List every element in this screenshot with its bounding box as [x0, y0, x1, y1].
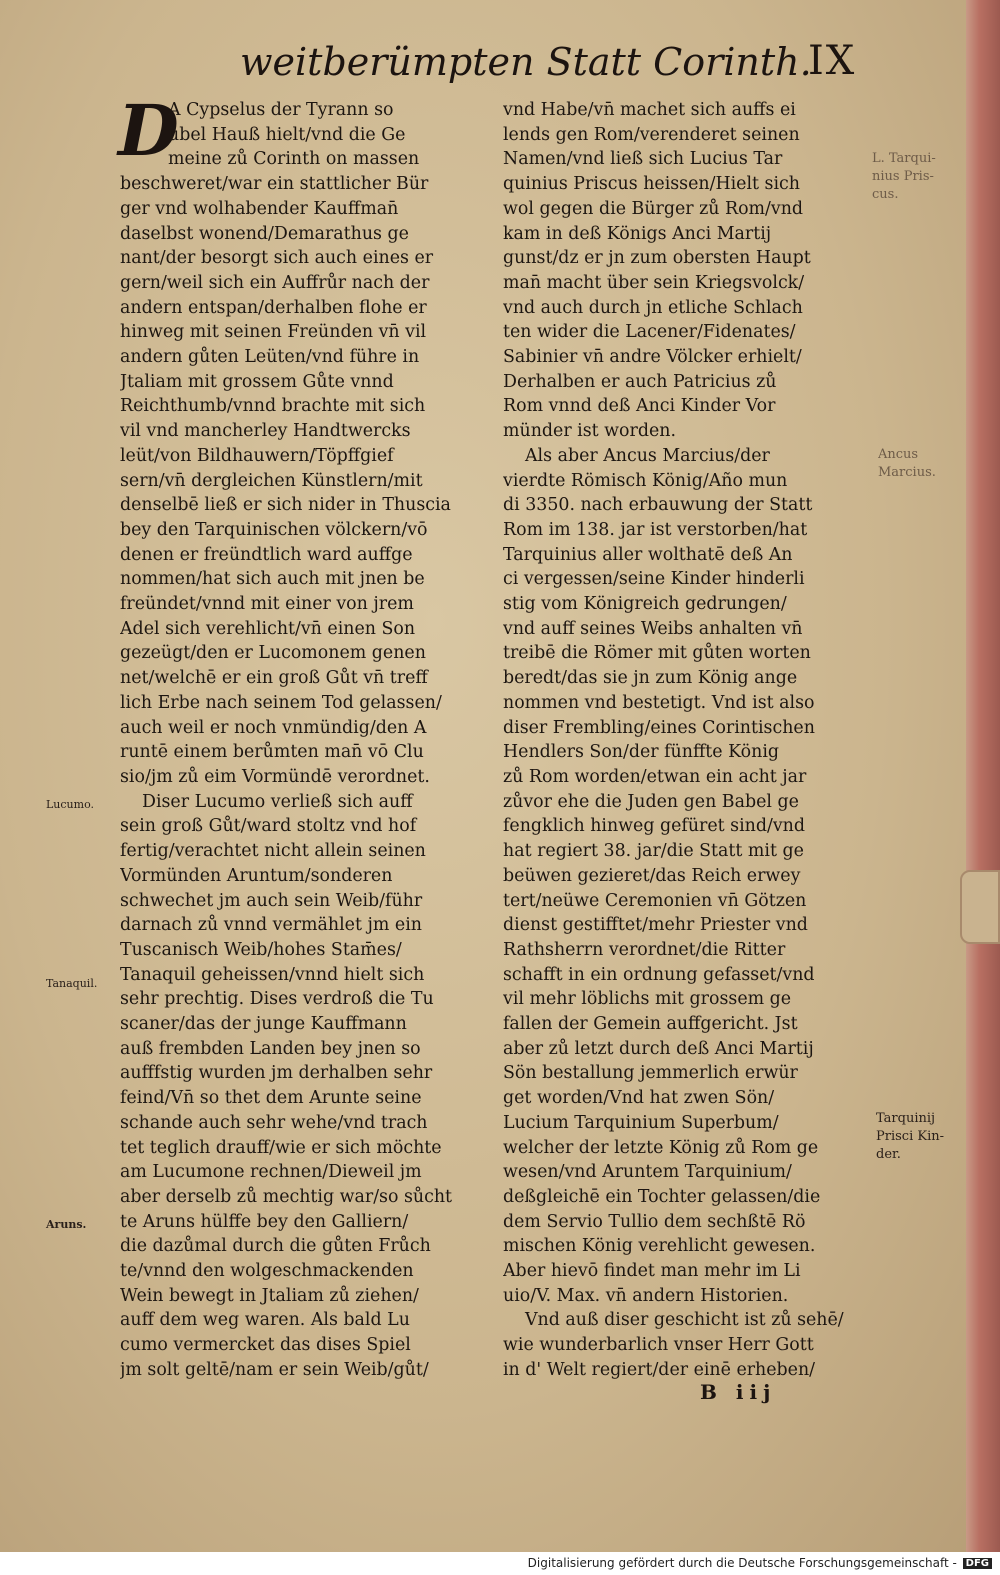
text-line: Diser Lucumo verließ sich auff [142, 791, 413, 812]
text-line: tet teglich drauff/wie er sich möchte [120, 1137, 442, 1158]
text-line: wesen/vnd Aruntem Tarquinium/ [503, 1162, 792, 1183]
text-line: Aber hievō findet man mehr im Li [503, 1261, 801, 1282]
margin-note-line: nius Pris- [872, 169, 934, 184]
text-line: aber derselb zů mechtig war/so sůcht [120, 1186, 453, 1207]
text-line: man̄ macht über sein Kriegsvolck/ [503, 272, 805, 293]
text-line: Tarquinius aller wolthatē deß An [503, 544, 793, 565]
text-line: schwechet jm auch sein Weib/führ [120, 890, 423, 911]
text-line: die dazůmal durch die gůten Frůch [120, 1236, 431, 1257]
text-line: net/welchē er ein groß Gůt vn̄ treff [120, 668, 428, 689]
text-line: mischen König verehlicht gewesen. [503, 1236, 816, 1257]
text-line: diser Frembling/eines Corintischen [503, 717, 815, 738]
margin-note-lucumo: Lucumo. [46, 798, 94, 811]
text-line: zůvor ehe die Juden gen Babel ge [503, 791, 799, 812]
text-line: aufffstig wurden jm derhalben sehr [120, 1063, 433, 1084]
text-line: wol gegen die Bürger zů Rom/vnd [503, 198, 804, 219]
text-line: stig vom Königreich gedrungen/ [503, 594, 787, 615]
footer-credit [528, 1556, 992, 1570]
text-line: welcher der letzte König zů Rom ge [503, 1137, 819, 1158]
dfg-logo: DFG [963, 1558, 992, 1569]
text-line: ten wider die Lacener/Fidenates/ [503, 322, 796, 343]
text-line: lends gen Rom/verenderet seinen [503, 124, 800, 145]
folio-number: IX [808, 38, 857, 84]
margin-note-ancus-marcius [878, 446, 936, 482]
margin-note-tanaquil: Tanaquil. [46, 977, 98, 990]
margin-note-line: Tarquinij [876, 1111, 936, 1126]
text-line: ci vergessen/seine Kinder hinderli [503, 569, 805, 590]
text-line: fengklich hinweg gefüret sind/vnd [503, 816, 806, 837]
text-line: lich Erbe nach seinem Tod gelassen/ [120, 692, 442, 713]
text-line: Lucium Tarquinium Superbum/ [503, 1112, 779, 1133]
margin-note-line: Prisci Kin- [876, 1129, 944, 1144]
text-line: zů Rom worden/etwan ein acht jar [503, 766, 807, 787]
text-line: dem Servio Tullio dem sechßtē Rö [503, 1211, 806, 1232]
page-tab [960, 870, 1000, 944]
text-line: Als aber Ancus Marcius/der [525, 445, 770, 466]
text-line: Hendlers Son/der fünffte König [503, 742, 780, 763]
drop-cap-initial: D [118, 89, 179, 172]
text-line: uio/V. Max. vn̄ andern Historien. [503, 1285, 789, 1306]
margin-note-line: L. Tarqui- [872, 151, 936, 166]
text-line: Jtaliam mit grossem Gůte vnnd [120, 371, 394, 392]
text-line: beschweret/war ein stattlicher Bür [120, 174, 429, 195]
text-line: meine zů Corinth on massen [168, 149, 420, 170]
text-line: nommen/hat sich auch mit jnen be [120, 569, 425, 590]
text-line: kam in deß Königs Anci Martij [503, 223, 772, 244]
text-line: fallen der Gemein auffgericht. Jst [503, 1014, 798, 1035]
text-line: Rathsherrn verordnet/die Ritter [503, 939, 786, 960]
text-line: vnd auch durch jn etliche Schlach [503, 297, 803, 318]
margin-note-line: Marcius. [878, 465, 936, 480]
text-line: denselbē ließ er sich nider in Thuscia [120, 495, 451, 516]
text-line: sehr prechtig. Dises verdroß die Tu [120, 989, 434, 1010]
text-line: übel Hauß hielt/vnd die Ge [168, 124, 406, 145]
running-title: weitberümpten Statt Corinth. [240, 40, 812, 84]
text-line: Namen/vnd ließ sich Lucius Tar [503, 149, 783, 170]
text-line: treibē die Römer mit gůten worten [503, 643, 811, 664]
text-line: nommen vnd bestetigt. Vnd ist also [503, 692, 815, 713]
text-line: quinius Priscus heissen/Hielt sich [503, 174, 800, 195]
text-line: vnd auff seines Weibs anhalten vn̄ [503, 618, 803, 639]
text-line: Rom im 138. jar ist verstorben/hat [503, 519, 808, 540]
text-line: jm solt geltē/nam er sein Weib/gůt/ [120, 1359, 429, 1380]
text-line: denen er freündtlich ward auffge [120, 544, 413, 565]
text-line: hinweg mit seinen Freünden vn̄ vil [120, 322, 427, 343]
text-line: Reichthumb/vnnd brachte mit sich [120, 396, 426, 417]
text-line: Adel sich verehlicht/vn̄ einen Son [120, 618, 416, 639]
text-line: nant/der besorgt sich auch eines er [120, 248, 434, 269]
text-line: darnach zů vnnd vermählet jm ein [120, 915, 422, 936]
text-line: Rom vnnd deß Anci Kinder Vor [503, 396, 776, 417]
text-line: Sön bestallung jemmerlich erwür [503, 1063, 798, 1084]
text-line: dienst gestifftet/mehr Priester vnd [503, 915, 808, 936]
text-line: get worden/Vnd hat zwen Sön/ [503, 1088, 775, 1109]
text-line: Vnd auß diser geschicht ist zů sehē/ [525, 1310, 844, 1331]
text-line: runtē einem berůmten man̄ vō Clu [120, 742, 424, 763]
text-line: di 3350. nach erbauwung der Statt [503, 495, 813, 516]
footer-credit-text: Digitalisierung gefördert durch die Deutsche Forschungsgemeinschaft - [527, 1556, 957, 1570]
margin-note-tarquinius-priscus [872, 150, 936, 204]
text-line: scaner/das der junge Kauffmann [120, 1014, 407, 1035]
text-line: auff dem weg waren. Als bald Lu [120, 1310, 410, 1331]
text-line: schande auch sehr wehe/vnd trach [120, 1112, 428, 1133]
text-line: ger vnd wolhabender Kauffman̄ [120, 198, 399, 219]
text-line: sein groß Gůt/ward stoltz vnd hof [120, 816, 417, 837]
margin-note-line: Ancus [878, 447, 919, 462]
text-line: gern/weil sich ein Auffrůr nach der [120, 272, 430, 293]
margin-note-tarquinii-kinder [876, 1110, 944, 1164]
text-line: A Cypselus der Tyrann so [168, 100, 394, 120]
text-line: beredt/das sie jn zum König ange [503, 668, 798, 689]
right-text-column [503, 98, 868, 1383]
text-line: Derhalben er auch Patricius zů [503, 371, 777, 392]
text-line: vil vnd mancherley Handtwercks [120, 421, 411, 442]
text-line: vierdte Römisch König/Año mun [503, 470, 788, 491]
fore-edge [966, 0, 1000, 1552]
text-line: fertig/verachtet nicht allein seinen [120, 841, 426, 862]
text-line: andern entspan/derhalben flohe er [120, 297, 427, 318]
text-line: daselbst wonend/Demarathus ge [120, 223, 409, 244]
text-line: Tuscanisch Weib/hohes Stam̄es/ [120, 939, 402, 960]
text-line: wie wunderbarlich vnser Herr Gott [503, 1335, 814, 1356]
text-line: te Aruns hülffe bey den Galliern/ [120, 1211, 409, 1232]
signature-mark: B iij [700, 1380, 777, 1404]
text-line: schafft in ein ordnung gefasset/vnd [503, 964, 815, 985]
text-line: feind/Vn̄ so thet dem Arunte seine [120, 1088, 422, 1109]
text-line: gunst/dz er jn zum obersten Haupt [503, 248, 811, 269]
margin-note-aruns: Aruns. [46, 1218, 87, 1231]
text-line: sern/vn̄ dergleichen Künstlern/mit [120, 470, 423, 491]
text-line: beüwen gezieret/das Reich erwey [503, 865, 801, 886]
margin-note-line: cus. [872, 187, 899, 202]
text-line: leüt/von Bildhauwern/Töpffgief [120, 445, 394, 466]
text-line: vil mehr löblichs mit grossem ge [503, 989, 792, 1010]
left-text-column [118, 89, 490, 1383]
text-line: Tanaquil geheissen/vnnd hielt sich [120, 964, 425, 985]
text-line: vnd Habe/vn̄ machet sich auffs ei [503, 100, 796, 120]
footer-bar [0, 1552, 1000, 1575]
text-line: in d' Welt regiert/der einē erheben/ [503, 1359, 816, 1380]
text-line: hat regiert 38. jar/die Statt mit ge [503, 841, 804, 862]
text-line: auch weil er noch vnmündig/den A [120, 717, 427, 738]
text-line: münder ist worden. [503, 421, 676, 442]
text-line: aber zů letzt durch deß Anci Martij [503, 1038, 814, 1059]
text-line: am Lucumone rechnen/Dieweil jm [120, 1162, 422, 1183]
text-line: tert/neüwe Ceremonien vn̄ Götzen [503, 890, 807, 911]
text-line: bey den Tarquinischen völckern/vō [120, 519, 428, 540]
text-line: Wein bewegt in Jtaliam zů ziehen/ [120, 1285, 419, 1306]
margin-note-line: der. [876, 1147, 901, 1162]
text-line: freündet/vnnd mit einer von jrem [120, 594, 414, 615]
text-line: andern gůten Leüten/vnd führe in [120, 347, 420, 368]
text-line: auß frembden Landen bey jnen so [120, 1038, 421, 1059]
text-line: deßgleichē ein Tochter gelassen/die [503, 1186, 821, 1207]
text-line: te/vnnd den wolgeschmackenden [120, 1261, 414, 1282]
text-line: Sabinier vn̄ andre Völcker erhielt/ [503, 347, 802, 368]
text-line: sio/jm zů eim Vormündē verordnet. [120, 766, 430, 787]
text-line: Vormünden Aruntum/sonderen [120, 865, 393, 886]
text-line: gezeügt/den er Lucomonem genen [120, 643, 426, 664]
text-line: cumo vermercket das dises Spiel [120, 1335, 411, 1356]
